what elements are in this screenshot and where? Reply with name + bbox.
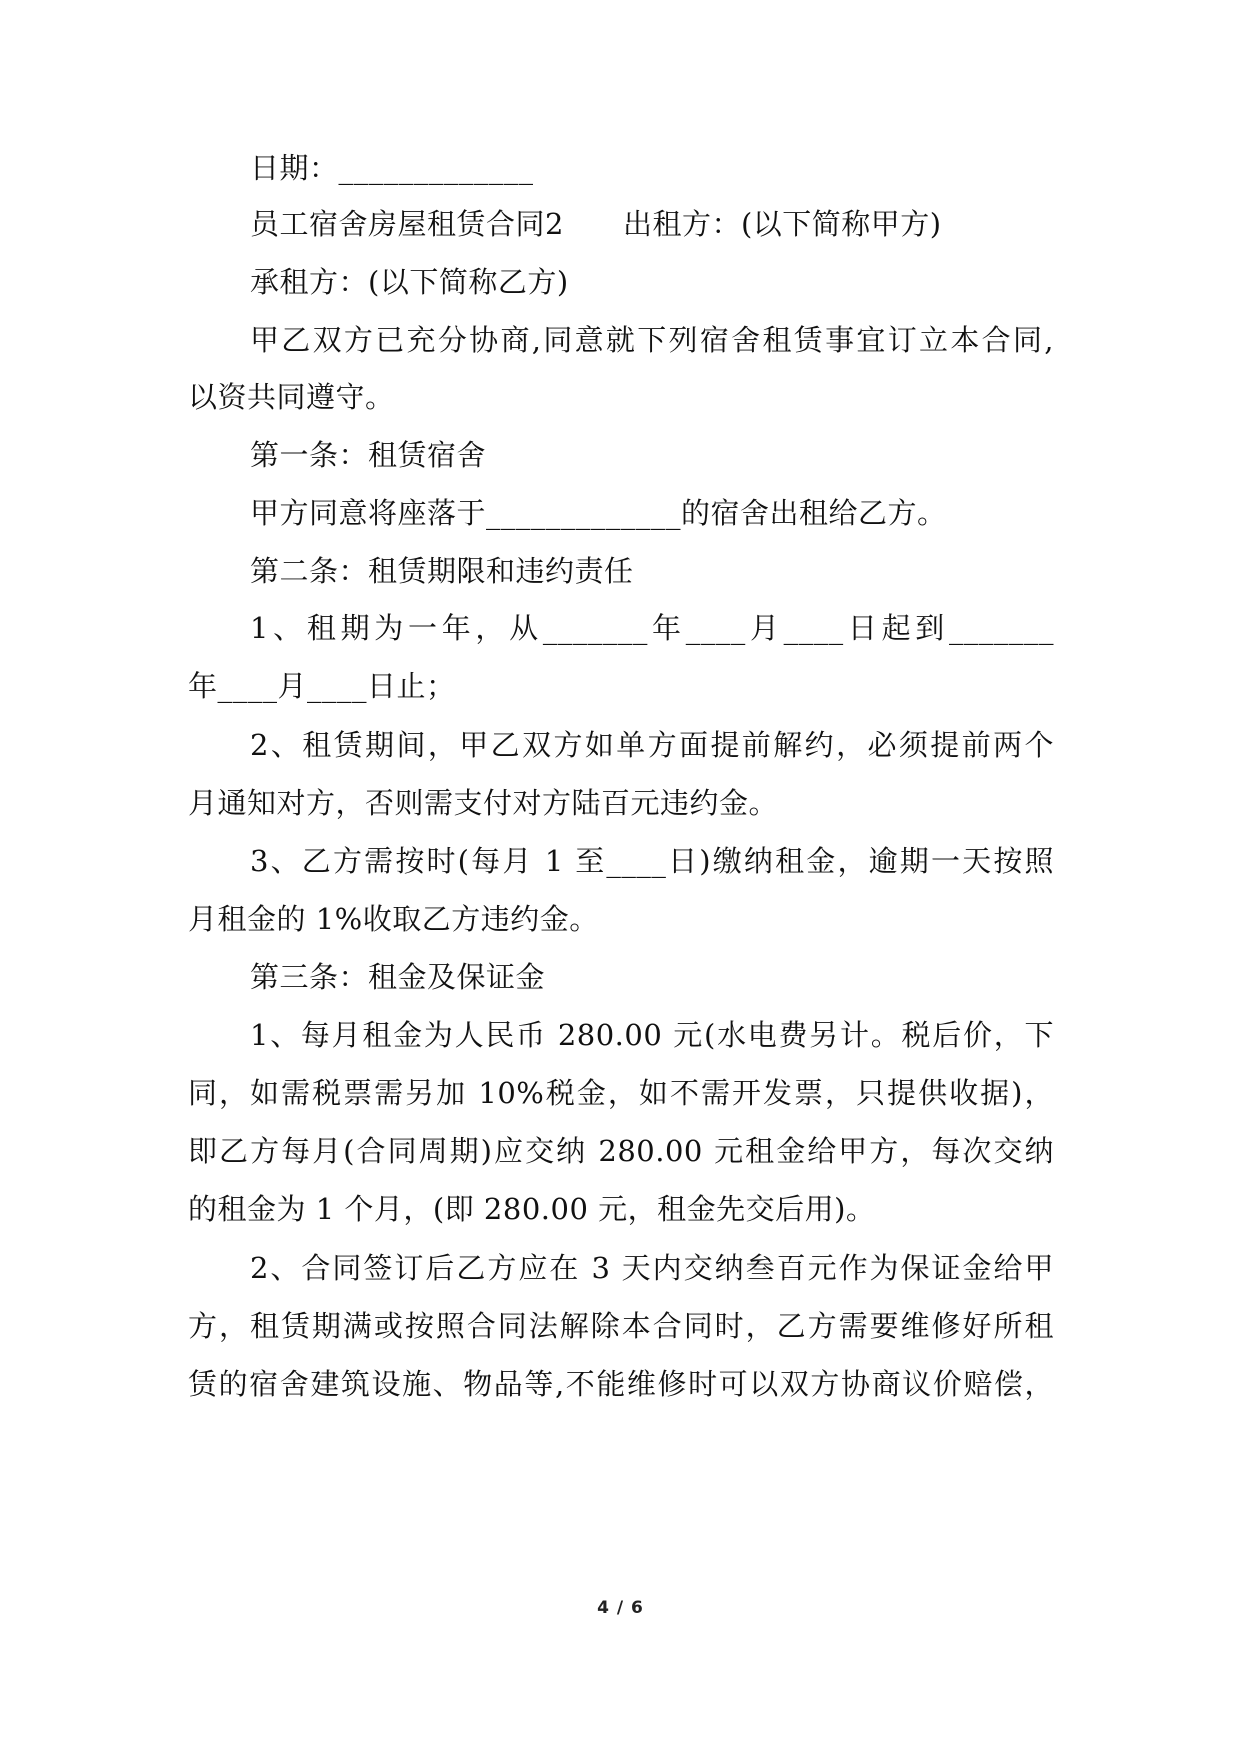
article-2-item-2-line-2: 月通知对方，否则需支付对方陆百元违约金。 [188, 786, 779, 820]
article-2-item-3-line-1: 3、乙方需按时(每月 1 至____日)缴纳租金，逾期一天按照 [250, 844, 1054, 878]
article-2-item-1-line-2: 年____月____日止； [188, 669, 456, 703]
article-3-item-2-line-2: 方，租赁期满或按照合同法解除本合同时，乙方需要维修好所租 [188, 1309, 1054, 1343]
article-3-item-2-line-1: 2、合同签订后乙方应在 3 天内交纳叁百元作为保证金给甲 [250, 1251, 1054, 1285]
article-3-item-1-line-1: 1、每月租金为人民币 280.00 元(水电费另计。税后价，下 [250, 1018, 1054, 1052]
article-3-item-1-line-3: 即乙方每月(合同周期)应交纳 280.00 元租金给甲方，每次交纳 [188, 1134, 1054, 1168]
lessee-line: 承租方：(以下简称乙方) [250, 265, 569, 299]
page-number: 4 / 6 [597, 1598, 644, 1618]
preamble-line-1: 甲乙双方已充分协商,同意就下列宿舍租赁事宜订立本合同, [250, 323, 1054, 357]
article-1-heading: 第一条：租赁宿舍 [250, 438, 487, 472]
date-line: 日期：_____________ [250, 151, 534, 185]
preamble-line-2: 以资共同遵守。 [188, 380, 395, 414]
article-2-item-1-line-1: 1、租期为一年，从_______年____月____日起到_______ [250, 611, 1054, 645]
contract-title-line: 员工宿舍房屋租赁合同2 出租方：(以下简称甲方) [250, 207, 942, 241]
article-2-heading: 第二条：租赁期限和违约责任 [250, 554, 634, 588]
article-3-item-1-line-2: 同，如需税票需另加 10%税金，如不需开发票，只提供收据)， [188, 1076, 1054, 1110]
article-1-text: 甲方同意将座落于_____________的宿舍出租给乙方。 [250, 496, 947, 530]
article-2-item-2-line-1: 2、租赁期间，甲乙双方如单方面提前解约，必须提前两个 [250, 728, 1054, 762]
article-2-item-3-line-2: 月租金的 1%收取乙方违约金。 [188, 902, 599, 936]
article-3-item-2-line-3: 赁的宿舍建筑设施、物品等,不能维修时可以双方协商议价赔偿， [188, 1367, 1054, 1401]
article-3-item-1-line-4: 的租金为 1 个月，(即 280.00 元，租金先交后用)。 [188, 1192, 876, 1226]
article-3-heading: 第三条：租金及保证金 [250, 960, 546, 994]
